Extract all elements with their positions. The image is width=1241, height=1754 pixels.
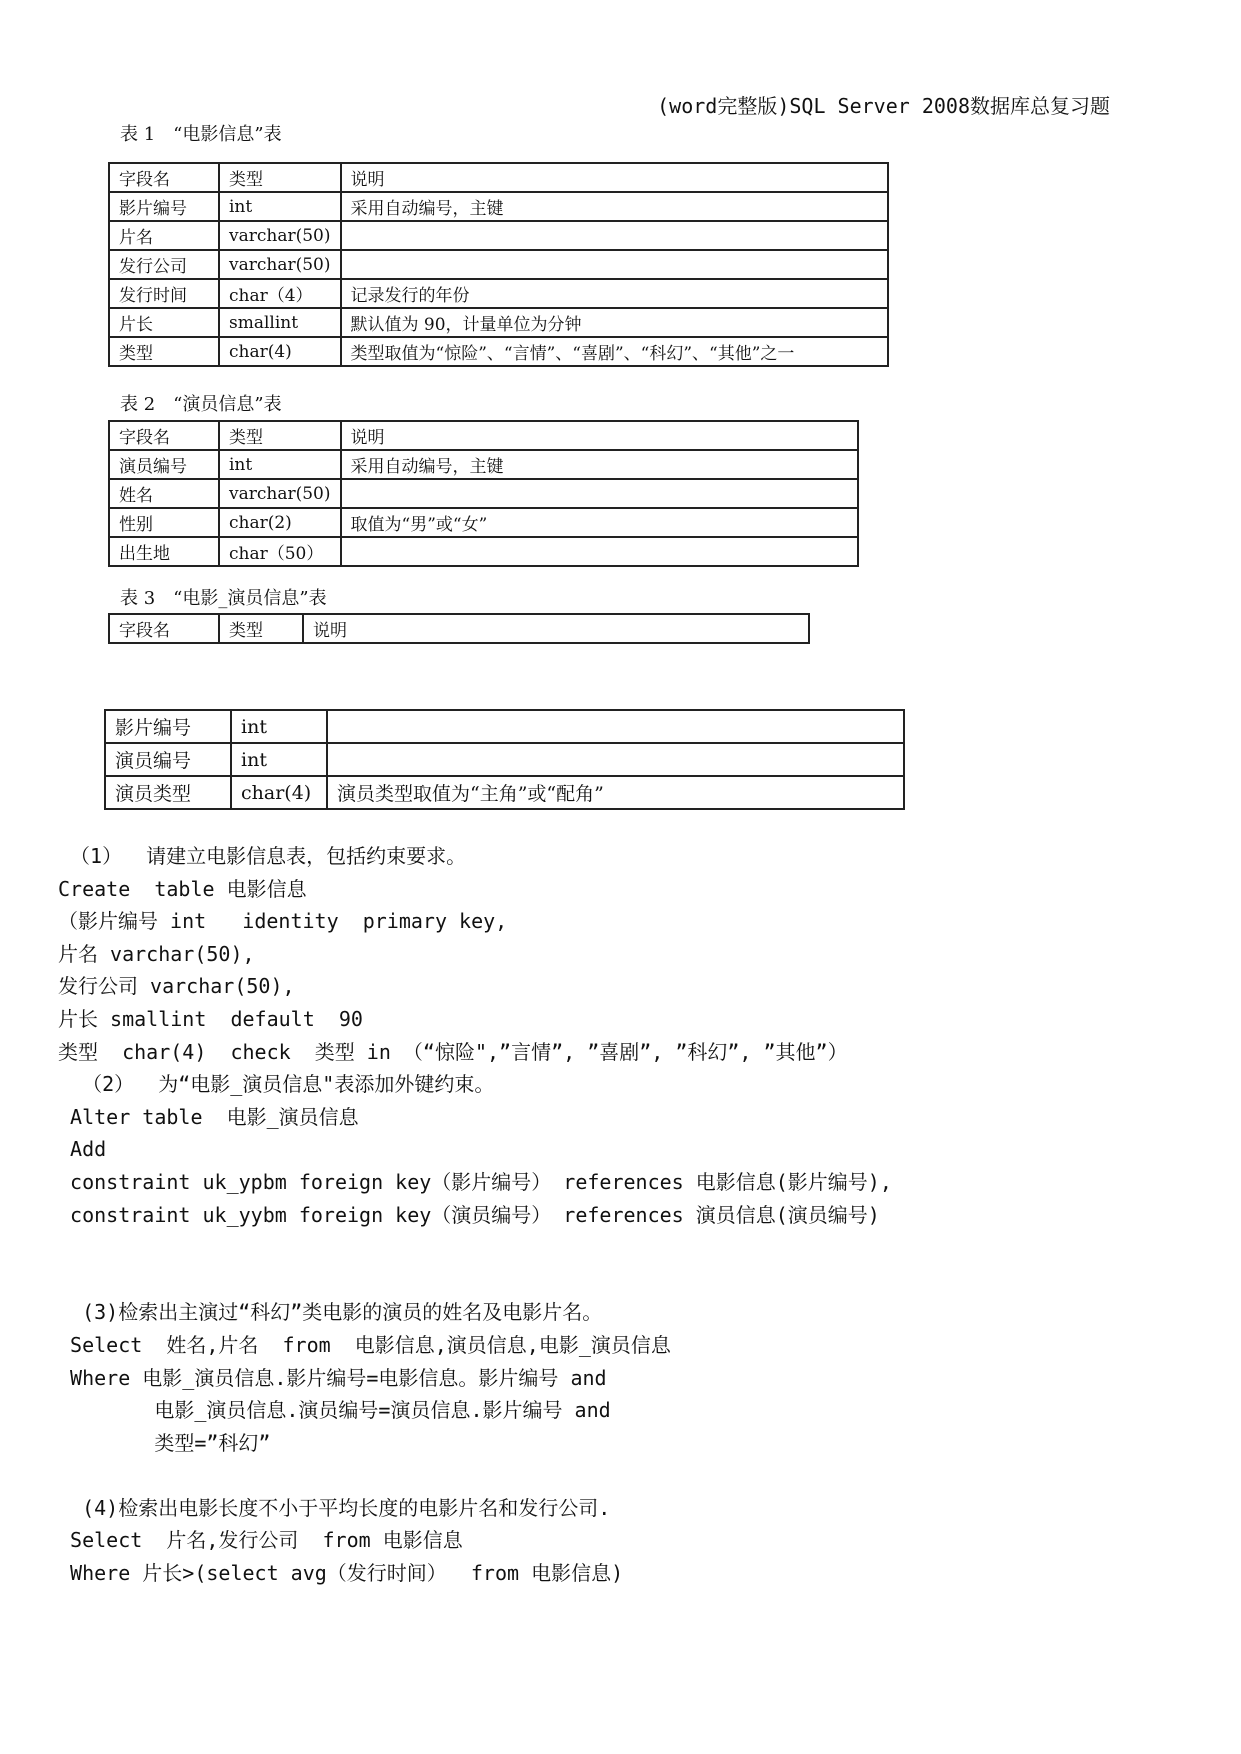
table-cell: 发行时间 — [109, 279, 219, 308]
table3-header — [108, 613, 810, 644]
code-line: Select 姓名,片名 from 电影信息,演员信息,电影_演员信息 — [58, 1332, 671, 1357]
table-cell: 字段名 — [109, 614, 219, 643]
table-cell — [327, 710, 904, 743]
table-cell: 采用自动编号，主键 — [341, 192, 889, 221]
table-cell: int — [231, 743, 327, 776]
table-cell: 发行公司 — [109, 250, 219, 279]
table-cell: char（50） — [219, 537, 341, 566]
code-line: Add — [58, 1137, 107, 1162]
table-cell: 字段名 — [109, 421, 219, 450]
table-cell: 说明 — [341, 163, 889, 192]
table-cell — [341, 537, 859, 566]
table1-caption: 表 1 “电影信息”表 — [120, 124, 282, 145]
code-line — [58, 1459, 892, 1492]
table-cell: 记录发行的年份 — [341, 279, 889, 308]
table-cell: 类型 — [219, 421, 341, 450]
table-cell: 类型 — [219, 614, 303, 643]
table-cell: int — [231, 710, 327, 743]
table-row — [109, 279, 888, 308]
table-cell: int — [219, 192, 341, 221]
code-line: constraint uk_ypbm foreign key（影片编号） references 电影信息(影片编号), — [58, 1169, 892, 1194]
table-cell: 演员编号 — [109, 450, 219, 479]
table-cell: 演员编号 — [105, 743, 231, 776]
table1-movie-info — [108, 162, 889, 367]
table-cell: 影片编号 — [105, 710, 231, 743]
table-cell: varchar(50) — [219, 221, 341, 250]
table-cell: char(2) — [219, 508, 341, 537]
table-cell — [341, 221, 889, 250]
sql-answers — [58, 840, 892, 1590]
table-cell: 出生地 — [109, 537, 219, 566]
table-row — [109, 192, 888, 221]
code-line — [58, 1264, 892, 1297]
table-row — [109, 537, 858, 566]
table-cell: 字段名 — [109, 163, 219, 192]
table-cell: 说明 — [303, 614, 809, 643]
table-cell: char(4) — [219, 337, 341, 366]
table-row — [109, 337, 888, 366]
table-row — [109, 163, 888, 192]
table2-actor-info — [108, 420, 859, 567]
table-row — [105, 743, 904, 776]
table3-header-row — [109, 614, 809, 643]
table-cell: 性别 — [109, 508, 219, 537]
table-cell: 说明 — [341, 421, 859, 450]
code-line — [58, 1231, 892, 1264]
table-row — [109, 221, 888, 250]
table2-caption: 表 2 “演员信息”表 — [120, 394, 282, 415]
table-row — [109, 308, 888, 337]
code-line: （1） 请建立电影信息表，包括约束要求。 — [58, 844, 467, 868]
table-cell: 类型 — [109, 337, 219, 366]
table-cell: 片名 — [109, 221, 219, 250]
table-cell: char(4) — [231, 776, 327, 809]
code-line: Where 片长>(select avg（发行时间） from 电影信息) — [58, 1561, 624, 1586]
code-line: Create table 电影信息 — [58, 876, 307, 901]
code-line: (4)检索出电影长度不小于平均长度的电影片名和发行公司. — [58, 1495, 611, 1520]
code-line: 类型=”科幻” — [58, 1430, 271, 1455]
table-cell: 类型取值为“惊险”、“言情”、“喜剧”、“科幻”、“其他”之一 — [341, 337, 889, 366]
code-line: 片名 varchar(50), — [58, 941, 255, 966]
table-cell: 采用自动编号，主键 — [341, 450, 859, 479]
table-row — [105, 710, 904, 743]
table-row — [109, 421, 858, 450]
table-cell — [341, 250, 889, 279]
table-cell: 影片编号 — [109, 192, 219, 221]
table-cell — [327, 743, 904, 776]
code-line: 电影_演员信息.演员编号=演员信息.影片编号 and — [58, 1398, 611, 1423]
table-cell: 演员类型取值为“主角”或“配角” — [327, 776, 904, 809]
table-row — [109, 450, 858, 479]
table-cell: 取值为“男”或“女” — [341, 508, 859, 537]
code-line: Select 片名,发行公司 from 电影信息 — [58, 1528, 463, 1553]
code-line: （影片编号 int identity primary key, — [58, 909, 508, 934]
code-line: 发行公司 varchar(50), — [58, 974, 295, 999]
table-cell: 演员类型 — [105, 776, 231, 809]
table3-caption: 表 3 “电影_演员信息”表 — [120, 588, 327, 609]
table-row — [109, 508, 858, 537]
table3-body — [104, 709, 905, 810]
table-cell: varchar(50) — [219, 250, 341, 279]
code-line: Where 电影_演员信息.影片编号=电影信息。影片编号 and — [58, 1365, 607, 1390]
table-row — [105, 776, 904, 809]
table-cell: 类型 — [219, 163, 341, 192]
table-cell: 默认值为 90，计量单位为分钟 — [341, 308, 889, 337]
code-line: （2） 为“电影_演员信息"表添加外键约束。 — [58, 1072, 495, 1097]
table-cell: int — [219, 450, 341, 479]
table-row — [109, 250, 888, 279]
code-line: constraint uk_yybm foreign key（演员编号） references 演员信息(演员编号) — [58, 1202, 880, 1227]
table-cell: 姓名 — [109, 479, 219, 508]
code-line: Alter table 电影_演员信息 — [58, 1104, 359, 1129]
table-cell — [341, 479, 859, 508]
table-cell: char（4） — [219, 279, 341, 308]
code-line: 片长 smallint default 90 — [58, 1006, 363, 1031]
page-header: (word完整版)SQL Server 2008数据库总复习题 — [657, 94, 1110, 118]
code-line: 类型 char(4) check 类型 in （“惊险",”言情”, ”喜剧”, ”科幻”, ”其他”） — [58, 1039, 848, 1064]
table-cell: 片长 — [109, 308, 219, 337]
code-line: (3)检索出主演过“科幻”类电影的演员的姓名及电影片名。 — [58, 1300, 603, 1325]
table-cell: smallint — [219, 308, 341, 337]
table-cell: varchar(50) — [219, 479, 341, 508]
table-row — [109, 479, 858, 508]
